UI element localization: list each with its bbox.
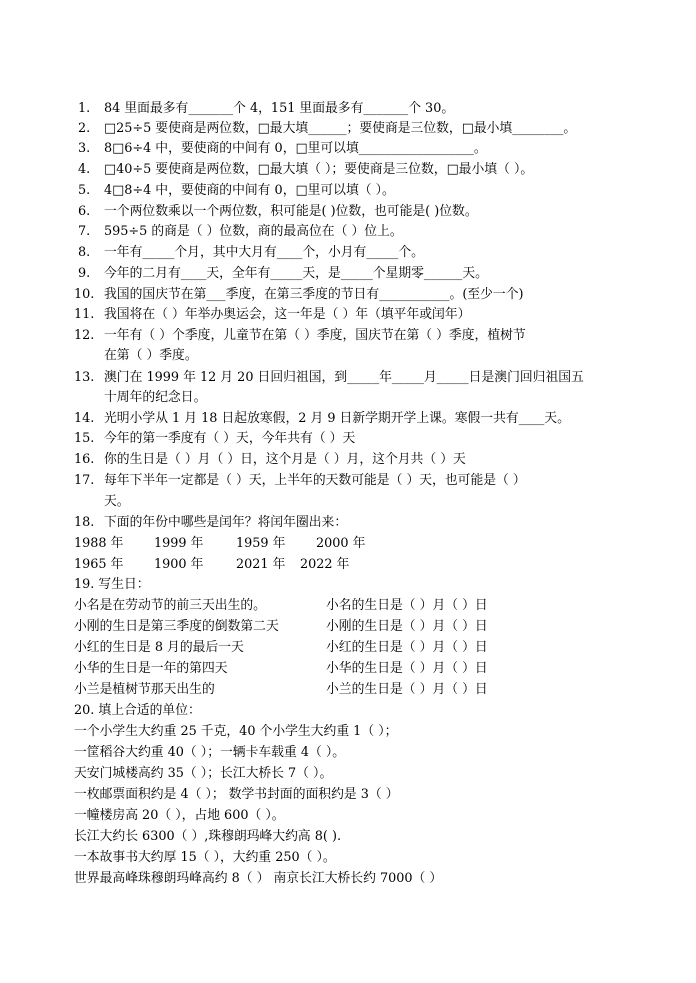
question-number: 16. bbox=[74, 452, 95, 467]
question-number: 6. bbox=[78, 204, 91, 219]
birthday-clue: 小名是在劳动节的前三天出生的。 bbox=[74, 598, 266, 613]
year-item: 1900 年 bbox=[154, 557, 204, 572]
unit-question: 长江大约长 6300（ ）,珠穆朗玛峰大约高 8( ). bbox=[74, 829, 342, 844]
unit-question: 一本故事书大约厚 15（ ），大约重 250（ ）。 bbox=[74, 850, 336, 865]
year-item: 1999 年 bbox=[154, 536, 204, 551]
question-text: 澳门在 1999 年 12 月 20 日回归祖国，到_____年_____月_____日是澳门回归祖国五 bbox=[104, 370, 584, 385]
question-number: 5. bbox=[78, 183, 91, 198]
question-number: 18. bbox=[74, 515, 95, 530]
question-number: 1. bbox=[78, 101, 91, 116]
question-text: 每年下半年一定都是（ ）天，上半年的天数可能是（ ）天，也可能是（ ） bbox=[104, 473, 526, 488]
unit-question: 世界最高峰珠穆朗玛峰高约 8（ ） 南京长江大桥长约 7000（ ） bbox=[74, 871, 443, 886]
question-text: 84 里面最多有_______个 4，151 里面最多有_______个 30。 bbox=[104, 101, 455, 116]
question-text: 下面的年份中哪些是闰年？将闰年圈出来： bbox=[104, 515, 348, 530]
birthday-clue: 小刚的生日是第三季度的倒数第二天 bbox=[74, 619, 279, 634]
year-item: 2000 年 bbox=[316, 536, 366, 551]
unit-question: 一枚邮票面积约是 4（ ）； 数学书封面的面积约是 3（ ） bbox=[74, 787, 399, 802]
question-text: 595÷5 的商是（ ）位数，商的最高位在（ ）位上。 bbox=[104, 224, 403, 239]
year-item: 1988 年 bbox=[74, 536, 124, 551]
question-number: 9. bbox=[78, 266, 91, 281]
question-number: 17. bbox=[74, 473, 95, 488]
unit-question: 一筐稻谷大约重 40（ ）；一辆卡车载重 4（ ）。 bbox=[74, 745, 346, 760]
section-title: 20. 填上合适的单位： bbox=[74, 703, 201, 718]
birthday-answer: 小红的生日是（ ）月（ ）日 bbox=[326, 640, 488, 655]
question-text: 今年的二月有____天，全年有_____天，是_____个星期零______天。 bbox=[104, 266, 488, 281]
section-title: 19. 写生日： bbox=[74, 577, 150, 592]
birthday-answer: 小名的生日是（ ）月（ ）日 bbox=[326, 598, 488, 613]
question-number: 3. bbox=[78, 141, 91, 156]
birthday-clue: 小红的生日是 8 月的最后一天 bbox=[74, 640, 244, 655]
question-number: 2. bbox=[78, 121, 91, 136]
question-number: 12. bbox=[74, 328, 95, 343]
question-number: 4. bbox=[78, 162, 91, 177]
question-text: 今年的第一季度有（ ）天，今年共有（ ）天 bbox=[104, 431, 356, 446]
question-text-continued: 在第（ ）季度。 bbox=[104, 348, 198, 363]
unit-question: 一个小学生大约重 25 千克，40 个小学生大约重 1（ ）； bbox=[74, 724, 398, 739]
question-text: 光明小学从 1 月 18 日起放寒假，2 月 9 日新学期开学上课。寒假一共有____天。 bbox=[104, 411, 570, 426]
question-text: □40÷5 要使商是两位数，□最大填（ ）；要使商是三位数，□最小填（ ）。 bbox=[104, 162, 534, 177]
question-text: 一年有_____个月，其中大月有____个，小月有_____个。 bbox=[104, 245, 424, 260]
year-item: 1965 年 bbox=[74, 557, 124, 572]
question-number: 8. bbox=[78, 245, 91, 260]
question-number: 13. bbox=[74, 370, 95, 385]
question-number: 14. bbox=[74, 411, 95, 426]
unit-question: 一幢楼房高 20（ ），占地 600（ ）。 bbox=[74, 808, 285, 823]
unit-question: 天安门城楼高约 35（ ）；长江大桥长 7（ ）。 bbox=[74, 766, 333, 781]
year-item: 1959 年 bbox=[236, 536, 286, 551]
question-text: 你的生日是（ ）月（ ）日，这个月是（ ）月，这个月共（ ）天 bbox=[104, 452, 466, 467]
birthday-clue: 小兰是植树节那天出生的 bbox=[74, 682, 215, 697]
question-text: 4□8÷4 中，要使商的中间有 0，□里可以填（ ）。 bbox=[104, 183, 395, 198]
birthday-answer: 小刚的生日是（ ）月（ ）日 bbox=[326, 619, 488, 634]
birthday-answer: 小兰的生日是（ ）月（ ）日 bbox=[326, 682, 488, 697]
question-number: 7. bbox=[78, 224, 91, 239]
year-item: 2021 年 bbox=[236, 557, 286, 572]
question-text: 我国的国庆节在第___季度，在第三季度的节日有___________。(至少一个) bbox=[104, 287, 524, 302]
question-number: 11. bbox=[74, 307, 95, 322]
question-text: 一个两位数乘以一个两位数，积可能是( )位数，也可能是( )位数。 bbox=[104, 204, 478, 219]
question-number: 15. bbox=[74, 431, 95, 446]
birthday-answer: 小华的生日是（ ）月（ ）日 bbox=[326, 661, 488, 676]
question-text: □25÷5 要使商是两位数，□最大填______；要使商是三位数，□最小填________。 bbox=[104, 121, 577, 136]
question-text: 8□6÷4 中，要使商的中间有 0，□里可以填__________________。 bbox=[104, 141, 487, 156]
question-text-continued: 十周年的纪念日。 bbox=[104, 390, 207, 405]
question-number: 10. bbox=[74, 287, 95, 302]
question-text: 一年有（ ）个季度，儿童节在第（ ）季度，国庆节在第（ ）季度，植树节 bbox=[104, 328, 526, 343]
year-item: 2022 年 bbox=[300, 557, 350, 572]
birthday-clue: 小华的生日是一年的第四天 bbox=[74, 661, 228, 676]
question-text: 我国将在（ ）年举办奥运会，这一年是（ ）年（填平年或闰年） bbox=[104, 307, 471, 322]
question-text-continued: 天。 bbox=[104, 494, 130, 509]
